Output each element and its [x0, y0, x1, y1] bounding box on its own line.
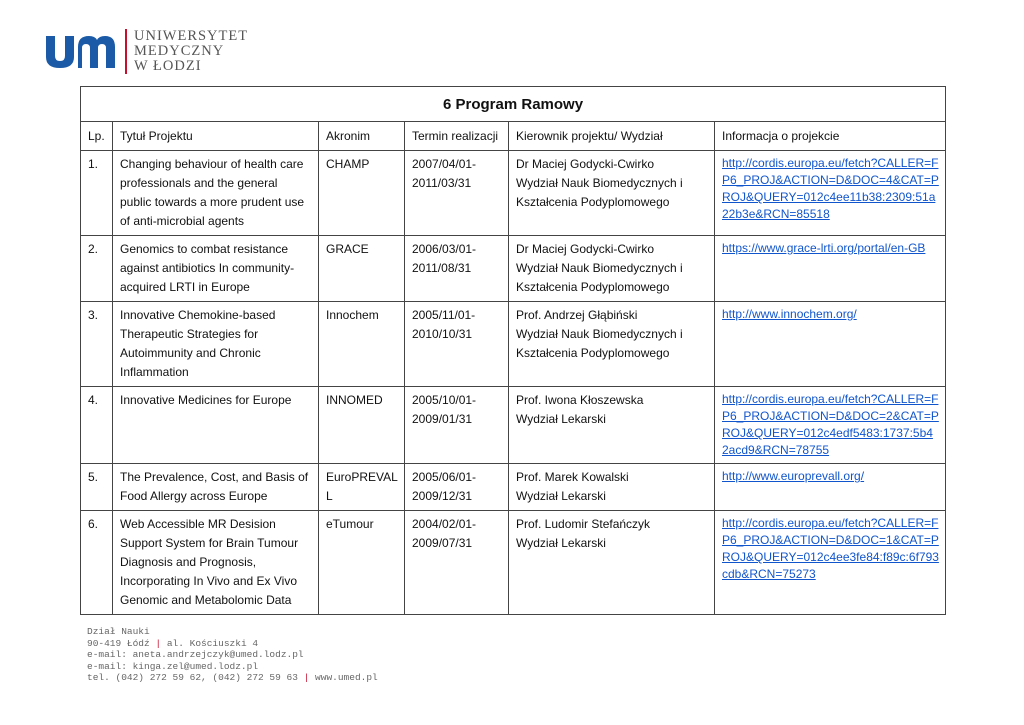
row-manager: Prof. Ludomir Stefańczyk: [516, 517, 651, 531]
table-row: [81, 236, 946, 302]
footer-separator: |: [303, 672, 310, 684]
row-manager-cell: [509, 464, 715, 511]
logo-line-2: MEDYCZNY: [134, 43, 225, 59]
project-info-link[interactable]: https://www.grace-lrti.org/portal/en-GB: [722, 241, 926, 255]
project-info-link[interactable]: http://cordis.europa.eu/fetch?CALLER=FP6_PROJ&ACTION=D&DOC=1&CAT=PROJ&QUERY=012c4ee3fe84:f89c:6f793cdb&RCN=75273: [722, 516, 939, 581]
row-info-cell: [715, 236, 946, 302]
um-logo-icon: [44, 34, 116, 70]
row-acronym: CHAMP: [319, 151, 405, 236]
university-logo: [44, 26, 249, 82]
project-info-link[interactable]: http://cordis.europa.eu/fetch?CALLER=FP6_PROJ&ACTION=D&DOC=4&CAT=PROJ&QUERY=012c4ee11b38:2309:51a22b3e&RCN=85518: [722, 156, 939, 221]
footer-department: Dział Nauki: [87, 626, 150, 637]
row-term: 2006/03/01-2011/08/31: [405, 236, 509, 302]
row-manager: Prof. Iwona Kłoszewska: [516, 393, 644, 407]
row-lp: 3.: [81, 302, 113, 387]
projects-table: [80, 86, 946, 615]
row-manager-cell: [509, 151, 715, 236]
table-row: [81, 302, 946, 387]
footer-email-1[interactable]: e-mail: aneta.andrzejczyk@umed.lodz.pl: [87, 649, 304, 661]
footer-street: al. Kościuszki 4: [166, 637, 259, 649]
logo-line-1: UNIWERSYTET: [134, 28, 249, 44]
row-manager-cell: [509, 511, 715, 615]
header-manager: Kierownik projektu/ Wydział: [509, 122, 715, 151]
row-acronym: eTumour: [319, 511, 405, 615]
row-title: Innovative Medicines for Europe: [113, 387, 319, 464]
row-term: 2007/04/01-2011/03/31: [405, 151, 509, 236]
footer-contact: [87, 626, 378, 684]
table-row: [81, 387, 946, 464]
table-row: [81, 464, 946, 511]
footer-city: 90-419 Łódź: [87, 637, 150, 649]
row-faculty: Wydział Lekarski: [516, 536, 606, 550]
table-row: [81, 511, 946, 615]
row-manager-cell: [509, 236, 715, 302]
row-lp: 5.: [81, 464, 113, 511]
table-header-row: [81, 122, 946, 151]
row-term: 2005/11/01-2010/10/31: [405, 302, 509, 387]
table-row: [81, 151, 946, 236]
project-info-link[interactable]: http://www.innochem.org/: [722, 307, 857, 321]
header-title: Tytuł Projektu: [113, 122, 319, 151]
footer-phone-line: [87, 672, 378, 684]
row-term: 2005/10/01-2009/01/31: [405, 387, 509, 464]
header-term: Termin realizacji: [405, 122, 509, 151]
row-acronym: INNOMED: [319, 387, 405, 464]
row-acronym: GRACE: [319, 236, 405, 302]
project-info-link[interactable]: http://www.europrevall.org/: [722, 469, 865, 483]
row-term: 2005/06/01-2009/12/31: [405, 464, 509, 511]
row-faculty: Wydział Lekarski: [516, 489, 606, 503]
row-manager: Dr Maciej Godycki-Cwirko: [516, 242, 655, 256]
row-faculty: Wydział Nauk Biomedycznych i Kształcenia Podyplomowego: [516, 327, 683, 360]
row-term: 2004/02/01-2009/07/31: [405, 511, 509, 615]
header-lp: Lp.: [81, 122, 113, 151]
header-acronym: Akronim: [319, 122, 405, 151]
row-faculty: Wydział Nauk Biomedycznych i Kształcenia Podyplomowego: [516, 261, 683, 294]
footer-email-2[interactable]: e-mail: kinga.zel@umed.lodz.pl: [87, 660, 259, 672]
row-info-cell: [715, 387, 946, 464]
header-info: Informacja o projekcie: [715, 122, 946, 151]
footer-website[interactable]: www.umed.pl: [315, 672, 378, 684]
row-manager-cell: [509, 302, 715, 387]
row-faculty: Wydział Nauk Biomedycznych i Kształcenia Podyplomowego: [516, 176, 683, 209]
row-title: The Prevalence, Cost, and Basis of Food Allergy across Europe: [113, 464, 319, 511]
row-title: Changing behaviour of health care professionals and the general public towards a more prudent use of anti-microbial agents: [113, 151, 319, 236]
table-title: 6 Program Ramowy: [81, 87, 946, 122]
row-lp: 6.: [81, 511, 113, 615]
row-acronym: EuroPREVALL: [319, 464, 405, 511]
row-manager: Prof. Marek Kowalski: [516, 470, 629, 484]
row-title: Genomics to combat resistance against antibiotics In community-acquired LRTI in Europe: [113, 236, 319, 302]
row-lp: 2.: [81, 236, 113, 302]
row-info-cell: [715, 511, 946, 615]
row-title: Innovative Chemokine-based Therapeutic Strategies for Autoimmunity and Chronic Inflammation: [113, 302, 319, 387]
row-manager: Prof. Andrzej Głąbiński: [516, 308, 638, 322]
row-manager-cell: [509, 387, 715, 464]
row-info-cell: [715, 302, 946, 387]
footer-phone: tel. (042) 272 59 62, (042) 272 59 63: [87, 672, 298, 684]
row-acronym: Innochem: [319, 302, 405, 387]
row-faculty: Wydział Lekarski: [516, 412, 606, 426]
row-title: Web Accessible MR Desision Support System for Brain Tumour Diagnosis and Prognosis, Incorporating In Vivo and Ex Vivo Genomic and Metabolomic Data: [113, 511, 319, 615]
row-info-cell: [715, 464, 946, 511]
logo-line-3: W ŁODZI: [134, 58, 202, 74]
logo-wordmark: [125, 29, 248, 74]
row-lp: 4.: [81, 387, 113, 464]
footer-separator: |: [155, 637, 162, 649]
project-info-link[interactable]: http://cordis.europa.eu/fetch?CALLER=FP6_PROJ&ACTION=D&DOC=2&CAT=PROJ&QUERY=012c4edf5483:1737:5b42acd9&RCN=78755: [722, 392, 939, 457]
row-lp: 1.: [81, 151, 113, 236]
row-manager: Dr Maciej Godycki-Cwirko: [516, 157, 655, 171]
row-info-cell: [715, 151, 946, 236]
footer-address: [87, 638, 378, 650]
